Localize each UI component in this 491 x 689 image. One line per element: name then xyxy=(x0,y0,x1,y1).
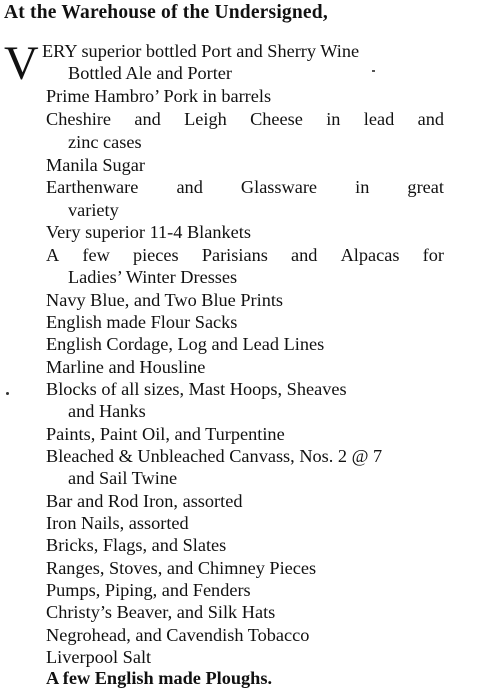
goods-word: Glassware xyxy=(240,177,318,197)
goods-line xyxy=(46,177,444,198)
goods-line xyxy=(46,245,444,266)
goods-line: ERY superior bottled Port and Sherry Wine xyxy=(42,41,360,61)
goods-line: and Hanks xyxy=(68,401,146,421)
goods-line: English Cordage, Log and Lead Lines xyxy=(46,334,325,354)
goods-line: Blocks of all sizes, Mast Hoops, Sheaves xyxy=(46,379,347,399)
goods-line: Christy’s Beaver, and Silk Hats xyxy=(46,602,276,622)
goods-word: and xyxy=(291,245,318,265)
goods-word: great xyxy=(407,177,444,197)
goods-line: Liverpool Salt xyxy=(46,647,152,667)
goods-line: Bottled Ale and Porter xyxy=(68,63,232,83)
goods-word: for xyxy=(422,245,444,265)
goods-word: pieces xyxy=(132,245,179,265)
goods-word: Leigh xyxy=(184,109,227,129)
goods-line: Bleached & Unbleached Canvass, Nos. 2 @ 7 xyxy=(46,446,383,466)
goods-line: Negrohead, and Cavendish Tobacco xyxy=(46,625,310,645)
goods-line: Ranges, Stoves, and Chimney Pieces xyxy=(46,558,317,578)
goods-line: English made Flour Sacks xyxy=(46,312,238,332)
goods-word: in xyxy=(355,177,370,197)
goods-word: Cheshire xyxy=(46,109,111,129)
goods-line: Prime Hambro’ Pork in barrels xyxy=(46,86,272,106)
goods-line: Very superior 11-4 Blankets xyxy=(46,222,251,242)
drop-cap-letter: V xyxy=(4,37,39,90)
goods-line: Iron Nails, assorted xyxy=(46,513,189,533)
goods-word: in xyxy=(326,109,341,129)
goods-word: Alpacas xyxy=(340,245,400,265)
goods-line: Ladies’ Winter Dresses xyxy=(68,267,238,287)
goods-word: lead xyxy=(363,109,395,129)
print-speck xyxy=(372,70,375,72)
goods-line: Manila Sugar xyxy=(46,155,146,175)
goods-word: Cheese xyxy=(250,109,303,129)
goods-line: zinc cases xyxy=(68,132,142,152)
goods-line: Bar and Rod Iron, assorted xyxy=(46,491,243,511)
advertisement-heading: At the Warehouse of the Undersigned, xyxy=(4,2,328,23)
goods-word: Parisians xyxy=(201,245,268,265)
goods-line: Pumps, Piping, and Fenders xyxy=(46,580,251,600)
goods-word: few xyxy=(82,245,110,265)
goods-line: Paints, Paint Oil, and Turpentine xyxy=(46,424,285,444)
goods-line: Navy Blue, and Two Blue Prints xyxy=(46,290,284,310)
goods-line: variety xyxy=(68,200,119,220)
goods-line: Marline and Housline xyxy=(46,357,206,377)
print-speck xyxy=(6,392,9,395)
goods-line: A few English made Ploughs. xyxy=(46,668,273,688)
goods-word: Earthenware xyxy=(46,177,139,197)
goods-word: A xyxy=(46,245,60,265)
goods-line: and Sail Twine xyxy=(68,468,178,488)
goods-word: and xyxy=(176,177,203,197)
goods-line: Bricks, Flags, and Slates xyxy=(46,535,227,555)
goods-line xyxy=(46,109,444,130)
goods-word: and xyxy=(134,109,161,129)
goods-word: and xyxy=(417,109,444,129)
